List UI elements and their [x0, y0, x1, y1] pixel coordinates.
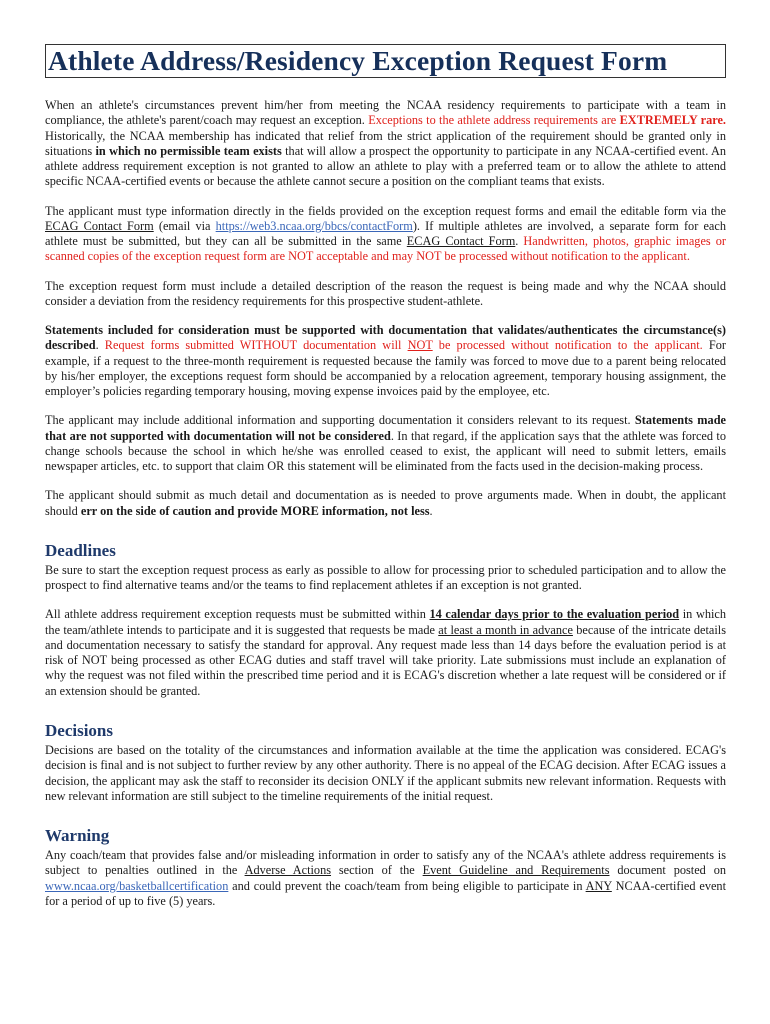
deadlines-heading: Deadlines [45, 540, 116, 560]
document-page [45, 44, 726, 923]
page-title: Athlete Address/Residency Exception Request Form [48, 45, 668, 76]
basketball-certification-link[interactable]: www.ncaa.org/basketballcertification [45, 878, 229, 893]
intro-paragraph: When an athlete's circumstances prevent him/her from meeting the NCAA residency requirements to participate with a team in compliance, the athlete's parent/coach may request an exception. Exceptions to the athlete address requirements are EXTREMELY rare. Historically, the NCAA membership has indicated that relief from the strict application of the requirement should be granted only in situations in which no permissible team exists that will allow a prospect the opportunity to participate in any NCAA-certified event. An athlete address requirement exception is not granted to allow an athlete to play with a preferred team or to allow the athlete to attend specific NCAA-certified events or because the athlete cannot secure a position on the compliant teams that exists. [45, 98, 727, 189]
ecag-contact-form-link-2[interactable]: ECAG Contact Form [406, 234, 516, 249]
decisions-paragraph: Decisions are based on the totality of the circumstances and information available at the time the application was considered. ECAG's decision is final and is not subject to further review by any other authority. There is no appeal of the ECAG decision. After ECAG issues a decision, the applicant may ask the staff to reconsider its decision ONLY if the applicant submits new relevant information. Requests with new relevant information are still subject to the timeline requirements of the initial request. [45, 742, 726, 803]
description-paragraph: The exception request form must include a detailed description of the reason the request is being made and why the NCAA should consider a deviation from the residency requirements for this prospective student-athlete. [45, 278, 726, 308]
deadlines-paragraph-1: Be sure to start the exception request process as early as possible to allow for processing prior to scheduled participation and to allow the prospect to find alternative teams and/or the teams to find replacement athletes if an exception is not granted. [45, 562, 726, 593]
additional-info-paragraph: The applicant may include additional information and supporting documentation it considers relevant to its request. Statements made that are not supported with documentation will not be considered. In that regard, if the application says that the athlete was forced to change schools because the school in which he/she was enrolled ceased to exist, the applicant will need to submit letters, emails newspaper articles, etc. to support that claim OR this statement will be eliminated from the facts used in the decision-making process. [45, 413, 726, 474]
submission-paragraph: The applicant must type information directly in the fields provided on the exception request forms and email the editable form via the ECAG Contact Form (email via https://web3.ncaa.org/bbcs/contactForm). If multiple athletes are involved, a separate form for each athlete must be submitted, but they can all be submitted in the same ECAG Contact Form. Handwritten, photos, graphic images or scanned copies of the exception request form are NOT acceptable and may NOT be processed without notification to the applicant. [45, 203, 726, 264]
event-guideline-link[interactable]: Event Guideline and Requirements [422, 863, 610, 878]
deadlines-paragraph-2: All athlete address requirement exception requests must be submitted within 14 calendar days prior to the evaluation period in which the team/athlete intends to participate and it is suggested that requests be made at least a month in advance because of the intricate details and documentation necessary to satisfy the standard for approval. Any request made less than 14 days before the evaluation period is at risk of NOT being processed as other ECAG duties and staff travel will take priority. Late submissions must include an explanation of why the request was not filed within the prescribed time period and it is ECAG's discretion whether a late request will be considered or if an extension should be granted. [45, 607, 726, 698]
warning-heading: Warning [45, 826, 110, 846]
ecag-contact-form-link[interactable]: ECAG Contact Form [45, 218, 154, 233]
contact-form-url-link[interactable]: https://web3.ncaa.org/bbcs/contactForm [215, 218, 413, 233]
warning-paragraph: Any coach/team that provides false and/or misleading information in order to satisfy any of the NCAA's athlete address requirements is subject to penalties outlined in the Adverse Actions section of the Event Guideline and Requirements document posted on www.ncaa.org/basketballcertification and could prevent the coach/team from being eligible to participate in ANY NCAA-certified event for a period of up to five (5) years. [45, 848, 727, 909]
title-box [45, 44, 726, 78]
decisions-heading: Decisions [45, 720, 113, 740]
detail-paragraph: The applicant should submit as much detail and documentation as is needed to prove arguments made. When in doubt, the applicant should err on the side of caution and provide MORE information, not less. [45, 488, 726, 518]
documentation-paragraph: Statements included for consideration must be supported with documentation that validates/authenticates the circumstance(s) described. Request forms submitted WITHOUT documentation will NOT be processed without notification to the applicant. For example, if a request to the three-month requirement is requested because the family was forced to move due to a parent being relocated by his/her employer, the exceptions request form should be accompanied by a relocation agreement, temporary housing assignment, the employer’s policies regarding temporary housing, moving expense invoices paid by the employee, etc. [45, 322, 726, 399]
adverse-actions-link[interactable]: Adverse Actions [244, 863, 332, 878]
